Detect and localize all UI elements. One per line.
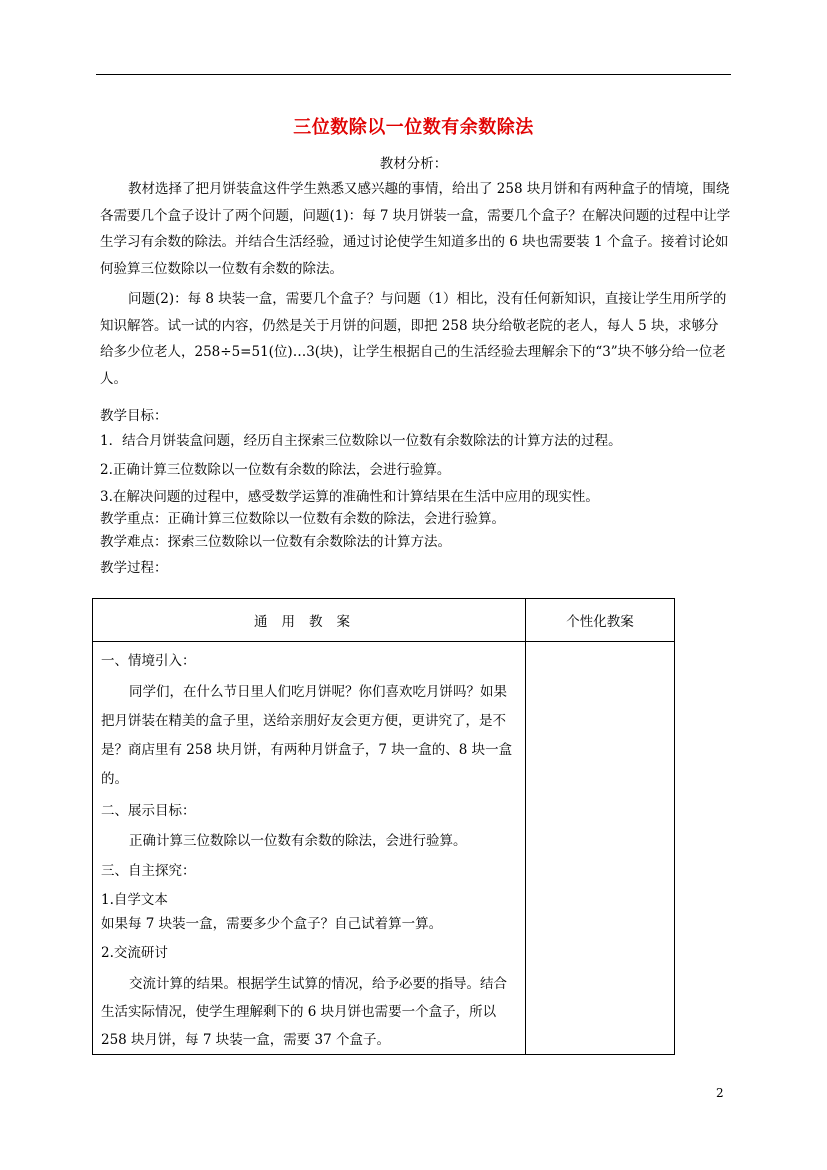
header-personal-plan: 个性化教案 [526,599,675,642]
goals-heading: 教学目标： [100,408,168,424]
page-number: 2 [716,1086,724,1100]
page-title: 三位数除以一位数有余数除法 [293,117,534,138]
goal-item-2: 2.正确计算三位数除以一位数有余数的除法，会进行验算。 [100,462,451,478]
header-rule [96,74,731,75]
analysis-heading: 教材分析： [379,156,448,172]
section-3-heading: 三、自主探究： [101,863,196,879]
section-2-heading: 二、展示目标： [101,803,196,819]
section-3-sub-1: 1.自学文本 [101,892,168,908]
analysis-paragraph-1: 教材选择了把月饼装盒这件学生熟悉又感兴趣的事情，给出了 258 块月饼和有两种盒子的情境，围绕各需要几个盒子设计了两个问题，问题(1)：每 7 块月饼装一盒，需要几个盒子？在解决问题的过程中让学生学习有余数的除法。并结合生活经验，通过讨论使学生知道多出的 6 块也需要装 1 个盒子。接着讨论如何验算三位数除以一位数有余数的除法。 [100,181,731,277]
analysis-paragraph-2: 问题(2)：每 8 块装一盒，需要几个盒子？与问题（1）相比，没有任何新知识，直接让学生用所学的知识解答。试一试的内容，仍然是关于月饼的问题，即把 258 块分给敬老院的老人，每人 5 块，求够分给多少位老人，258÷5=51(位)…3(块)，让学生根据自己的生活经验去理解余下的“3”块不够分给一位老人。 [100,291,727,387]
table-header-row [93,599,675,642]
section-1-text: 同学们，在什么节日里人们吃月饼呢？你们喜欢吃月饼吗？如果把月饼装在精美的盒子里，送给亲朋好友会更方便，更讲究了，是不是？商店里有 258 块月饼，有两种月饼盒子，7 块一盒的、8 块一盒的。 [101,684,513,787]
goal-item-1: 1．结合月饼装盒问题，经历自主探索三位数除以一位数有余数除法的计算方法的过程。 [100,433,622,449]
table-body-row [93,642,675,1055]
section-1-heading: 一、情境引入： [101,653,196,669]
header-general-plan: 通用教案 [93,599,526,642]
difficulty-point: 教学难点：探索三位数除以一位数有余数除法的计算方法。 [100,534,451,550]
personal-plan-cell [526,642,675,1055]
lesson-plan-table [92,598,675,1055]
section-3-sub-2-text: 交流计算的结果。根据学生试算的情况，给予必要的指导。结合生活实际情况，使学生理解剩下的 6 块月饼也需要一个盒子，所以 258 块月饼，每 7 块装一盒，需要 37 个盒子。 [101,976,507,1048]
section-2-text: 正确计算三位数除以一位数有余数的除法，会进行验算。 [129,833,467,849]
key-point: 教学重点：正确计算三位数除以一位数有余数的除法，会进行验算。 [100,511,505,527]
general-plan-cell [93,642,526,1055]
goal-item-3: 3.在解决问题的过程中，感受数学运算的准确性和计算结果在生活中应用的现实性。 [100,489,599,505]
process-heading: 教学过程： [100,560,168,576]
section-3-sub-2: 2.交流研讨 [101,945,168,961]
section-3-sub-1-text: 如果每 7 块装一盒，需要多少个盒子？自己试着算一算。 [101,916,443,932]
